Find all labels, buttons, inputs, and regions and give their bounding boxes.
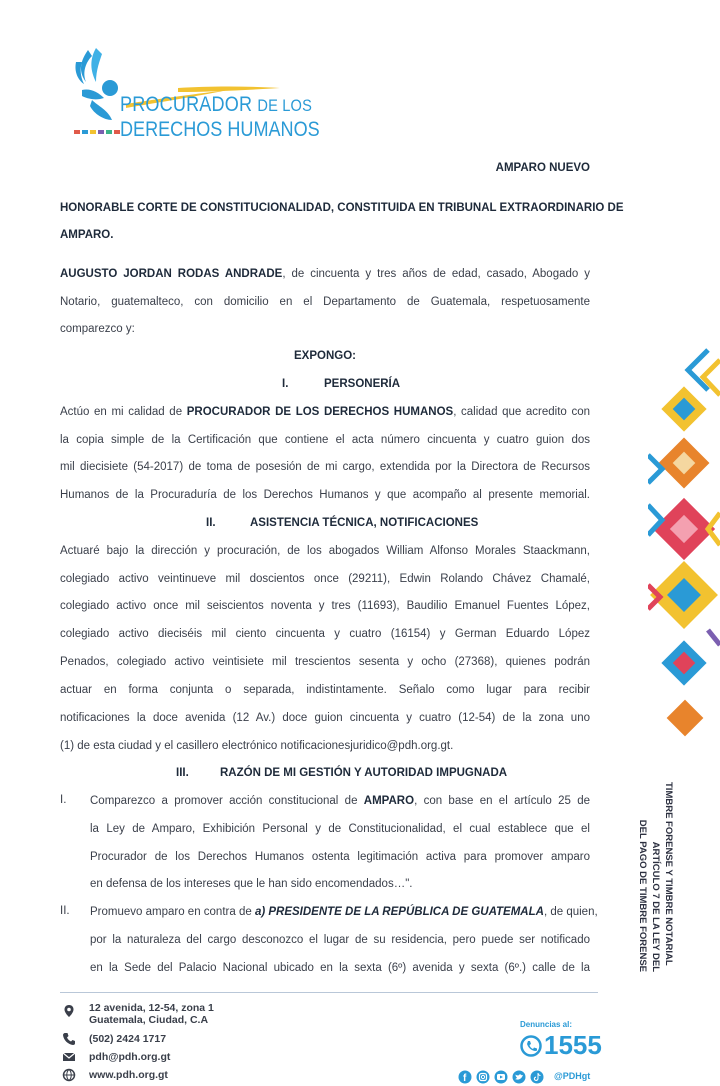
tiktok-icon [531, 1071, 544, 1084]
asistencia-line3: colegiado activo once mil seiscientos noventa y tres (11693), Baudilio Emanuel Fuentes López, [60, 600, 590, 612]
section-3-number: III. [176, 767, 189, 779]
section-1-title: PERSONERÍA [324, 378, 401, 390]
social-handle: @PDHgt [554, 1071, 591, 1081]
footer-address-line1: 12 avenida, 12-54, zona 1 [89, 1002, 214, 1014]
asistencia-line5: Penados, colegiado activo veintisiete mil trescientos sesenta y ocho (27368), quienes podrán [60, 656, 590, 668]
list-item-1-number: I. [60, 794, 67, 806]
asistencia-line4: colegiado activo dieciséis mil ciento cincuenta y cuatro (16154) y German Eduardo López [60, 628, 590, 640]
section-2-number: II. [206, 517, 216, 529]
denuncias-label: Denuncias al: [520, 1020, 573, 1029]
location-pin-icon [62, 1004, 76, 1018]
logo-text-line2: DERECHOS HUMANOS [120, 118, 320, 141]
tax-stamp [627, 782, 675, 972]
personeria-line1: Actúo en mi calidad de PROCURADOR DE LOS DERECHOS HUMANOS, calidad que acredito con [60, 406, 591, 418]
footer-phone: (502) 2424 1717 [89, 1033, 167, 1045]
stamp-line2: ARTÍCULO 7 DE LA LEY DEL [650, 841, 661, 972]
intro-line2: Notario, guatemalteco, con domicilio en el Departamento de Guatemala, respetuosamente [60, 296, 590, 308]
asistencia-line2: colegiado activo veintinueve mil doscientos once (29211), Edwin Rolando Chávez Chamalé, [60, 573, 590, 585]
list-item-1-line1: Comparezco a promover acción constitucional de AMPARO, con base en el artículo 25 de [90, 795, 591, 807]
section-2-title: ASISTENCIA TÉCNICA, NOTIFICACIONES [250, 517, 479, 529]
personeria-line2: la copia simple de la Certificación que contiene el acta número cincuenta y cuatro guion dos [60, 434, 590, 446]
list-item-1-line4: en defensa de los intereses que le han sido encomendados…". [90, 878, 413, 890]
phone-handset-icon [520, 1034, 542, 1058]
footer-email: pdh@pdh.org.gt [89, 1051, 171, 1063]
personeria-line3: mil diecisiete (54-2017) de toma de posesión de mi cargo, extendida por la Directora de Recursos [60, 461, 590, 473]
email-icon [62, 1050, 76, 1064]
expongo-heading: EXPONGO: [294, 350, 356, 362]
logo-text-line1: PROCURADOR DE LOS [120, 93, 313, 116]
twitter-icon [513, 1071, 526, 1084]
asistencia-line6: actuar en forma conjunta o separada, indistintamente. Señalo como lugar para recibir [60, 684, 590, 696]
globe-icon [62, 1068, 76, 1082]
footer-address-line2: Guatemala, Ciudad, C.A [89, 1014, 209, 1026]
list-item-2-line2: por la naturaleza del cargo desconozco el lugar de su residencia, pero puede ser notificado [90, 934, 590, 946]
document-title: AMPARO NUEVO [495, 162, 590, 174]
asistencia-line7: notificaciones la doce avenida (12 Av.) doce guion cincuenta y cuatro (12-54) de la zona uno [60, 712, 590, 724]
intro-line1: AUGUSTO JORDAN RODAS ANDRADE, de cincuenta y tres años de edad, casado, Abogado y [60, 268, 590, 280]
svg-text:f: f [463, 1073, 467, 1084]
list-item-2-number: II. [60, 905, 70, 917]
footer-divider [60, 992, 598, 993]
social-icons-row [458, 1069, 550, 1085]
facebook-icon [459, 1071, 472, 1085]
section-1-number: I. [282, 378, 289, 390]
denuncias-number: 1555 [544, 1030, 602, 1060]
court-address-line1: HONORABLE CORTE DE CONSTITUCIONALIDAD, CONSTITUIDA EN TRIBUNAL EXTRAORDINARIO DE [60, 202, 624, 214]
stamp-line3: DEL PAGO DE TIMBRE FORENSE [637, 819, 648, 972]
stamp-line1: TIMBRE FORENSE Y TIMBRE NOTARIAL [663, 782, 674, 966]
list-item-1-line3: Procurador de los Derechos Humanos ostenta legitimación activa para promover amparo [90, 851, 590, 863]
youtube-icon [495, 1071, 508, 1084]
phone-icon [62, 1032, 76, 1046]
section-3-title: RAZÓN DE MI GESTIÓN Y AUTORIDAD IMPUGNADA [220, 767, 508, 779]
asistencia-line8: (1) de esta ciudad y el casillero electrónico notificacionesjuridico@pdh.org.gt. [60, 740, 454, 752]
personeria-line4: Humanos de la Procuraduría de los Derechos Humanos y que acompaño al presente memorial. [60, 489, 590, 501]
list-item-2-line3: en la Sede del Palacio Nacional ubicado en la sexta (6º) avenida y sexta (6º.) calle de la [90, 962, 590, 974]
list-item-1-line2: la Ley de Amparo, Exhibición Personal y de Constitucionalidad, el cual establece que el [90, 823, 590, 835]
instagram-icon [477, 1071, 490, 1084]
intro-line3: comparezco y: [60, 323, 135, 335]
textile-pattern-decoration [648, 345, 720, 750]
court-address-line2: AMPARO. [60, 229, 114, 241]
footer-website: www.pdh.org.gt [89, 1069, 168, 1081]
asistencia-line1: Actuaré bajo la dirección y procuración, de los abogados William Alfonso Morales Staackmann, [60, 545, 590, 557]
list-item-2-line1: Promuevo amparo en contra de a) PRESIDENTE DE LA REPÚBLICA DE GUATEMALA, de quien, [90, 906, 598, 918]
